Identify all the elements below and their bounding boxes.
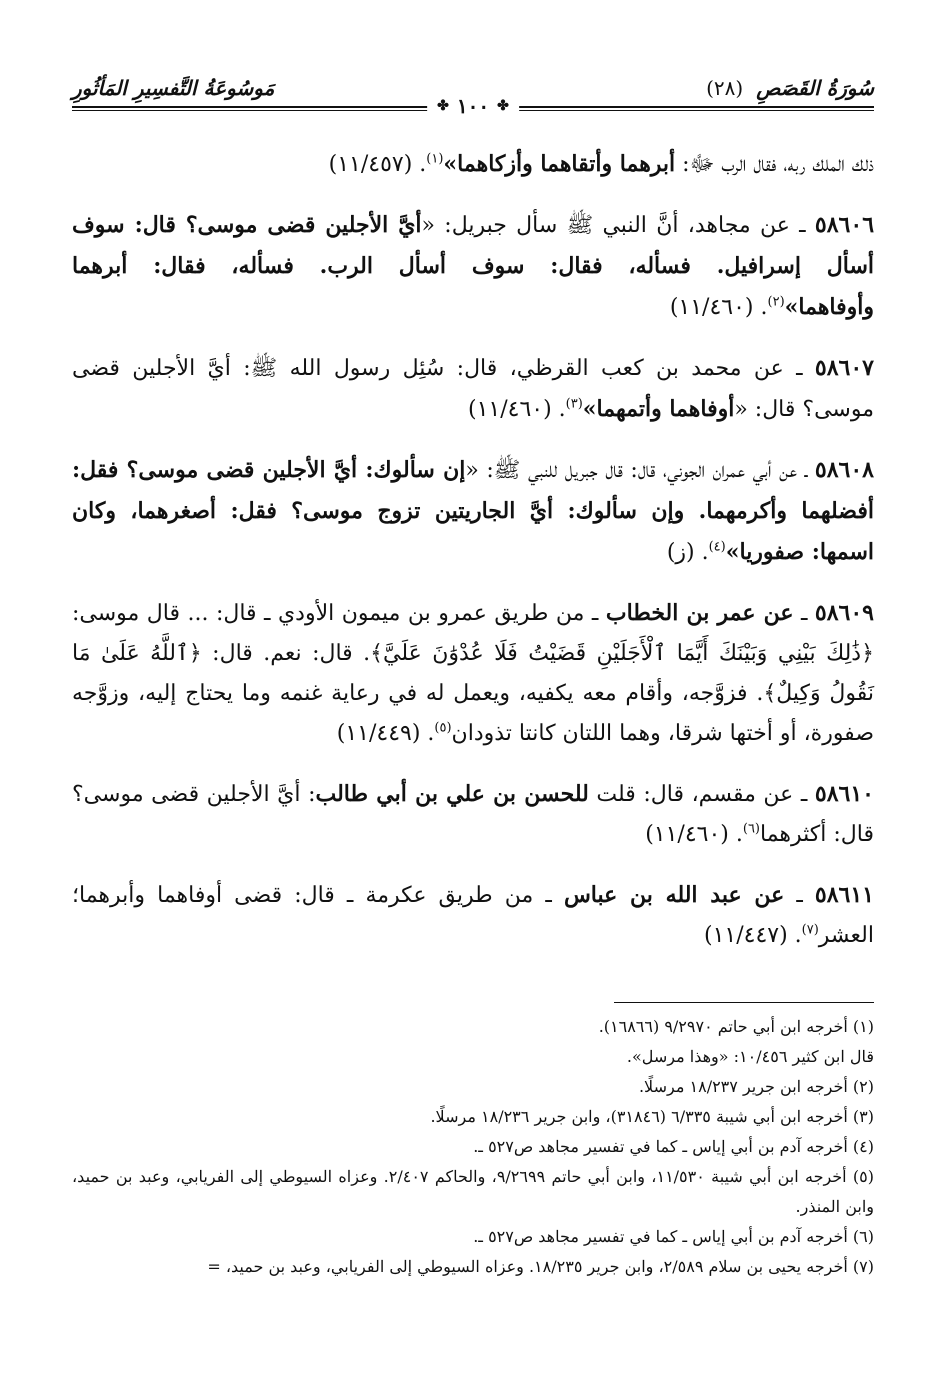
entry-number: ٥٨٦١١ [814,882,874,908]
volume-ref: . (١١/٤٤٩) [336,721,435,746]
volume-ref: . (١١/٤٥٧) [328,152,427,177]
footnote-marker: (٢) [767,294,785,310]
volume-ref: . (١١/٤٦٠) [669,295,768,320]
footnote-separator [614,1002,874,1003]
entry-quote: أبرهما وأتقاهما وأزكاهما» [443,151,676,177]
entry-text: ـ عن أبي عمران الجوني، قال: قال جبريل للنبي ﷺ: « [465,458,815,483]
entry-58608 [72,450,874,573]
entry-text: ذلك الملك ربه، فقال الرب ﷻ: [675,152,874,177]
entry-58610 [72,774,874,855]
entry-number: ٥٨٦١٠ [814,781,874,807]
entry-continuation [72,144,874,185]
footnote-5: (٥) أخرجه ابن أبي شيبة ١١/٥٣٠، وابن أبي حاتم ٩/٢٦٩٩، والحاكم ٢/٤٠٧. وعزاه السيوطي إلى الفريابي، وعبد بن حميد، وابن المنذر. [72,1167,875,1216]
entry-58606 [72,205,874,328]
page-number-value: ١٠٠ [456,94,490,118]
footnote-marker: (٣) [565,396,583,412]
entry-58607 [72,348,874,430]
entry-quote: أيَّ الأجلين قضى موسى؟ قال: سوف أسأل إسرافيل. فسأله، فقال: سوف أسأل الرب. فسأله، فقال: أبرهما وأوفاهما» [72,212,874,320]
main-text [72,144,874,976]
footnote-3: (٣) أخرجه ابن أبي شيبة ٦/٣٣٥ (٣١٨٤٦)، وابن جرير ١٨/٢٣٦ مرسلًا. [430,1107,874,1126]
footnote-4: (٤) أخرجه آدم بن أبي إياس ـ كما في تفسير مجاهد ص٥٢٧ ـ. [473,1137,874,1156]
footnote-6: (٦) أخرجه آدم بن أبي إياس ـ كما في تفسير مجاهد ص٥٢٧ ـ. [473,1227,874,1246]
volume-ref: . (١١/٤٦٠) [645,822,743,847]
footnote-marker: (٥) [434,720,452,736]
entry-58609: ٥٨٦٠٩ ـ عن عمر بن الخطاب ـ من طريق عمرو بن ميمون الأودي ـ قال: ... قال موسى: ﴿ذَٰلِكَ بَيْنِي وَبَيْنَكَ أَيَّمَا ٱلْأَجَلَيْنِ قَضَيْتُ فَلَا عُدْوَٰنَ عَلَيَّ﴾. قال: نعم. قال: ﴿ٱللَّهُ عَلَىٰ مَا نَقُولُ وَكِيلٌ﴾. فزوَّجه، وأقام معه يكفيه، ويعمل له في رعاية غنمه وما يحتاج إليه، وزوَّجه صفورة، أو أختها شرقا، وهما اللتان كانتا تذودان$^{(٥)}$. (١١/٤٤٩) [72,600,874,746]
entry-source: عن عمر بن الخطاب [605,600,794,626]
footnote-1-comment: قال ابن كثير ١٠/٤٥٦: «وهذا مرسل». [626,1047,874,1066]
entry-text: ـ من طريق عمرو بن ميمون الأودي ـ قال: ... قال موسى: ﴿ذَٰلِكَ بَيْنِي وَبَيْنَكَ أَيَّمَا ٱلْأَجَلَيْنِ قَضَيْتُ فَلَا عُدْوَٰنَ عَلَيَّ﴾. قال: نعم. قال: ﴿ٱللَّهُ عَلَىٰ مَا نَقُولُ وَكِيلٌ﴾. فزوَّجه، وأقام معه يكفيه، ويعمل له في رعاية غنمه وما يحتاج إليه، وزوَّجه صفورة، أو أختها شرقا، وهما اللتان كانتا تذودان [72,601,874,746]
entry-text: ـ من طريق عكرمة ـ قال: قضى أوفاهما وأبرهما؛ العشر [72,883,874,948]
ornament-right-icon: ✤ [497,98,509,114]
entry-number: ٥٨٦٠٦ [814,212,875,238]
footnote-marker: (٦) [742,821,760,837]
entry-quote: أوفاهما وأتمهما» [582,396,735,422]
entry-text: ـ عن مجاهد، أنَّ النبي ﷺ سأل جبريل: « [421,213,815,238]
ornament-left-icon: ✤ [437,98,449,114]
footnote-marker: (٤) [708,539,726,555]
surah-number: (٢٨) [706,76,744,100]
entry-number: ٥٨٦٠٨ [814,457,874,483]
entry-58611: ٥٨٦١١ ـ عن عبد الله بن عباس ـ من طريق عكرمة ـ قال: قضى أوفاهما وأبرهما؛ العشر$^{(٧)}$. (١١/٤٤٧) [72,882,874,948]
page-number [427,94,519,118]
volume-ref: . (١١/٤٤٧) [703,923,802,948]
surah-name: سُورَةُ القَصَصِ [756,76,874,100]
entry-quote: إن سألوك: أيَّ الأجلين قضى موسى؟ فقل: أفضلهما وأكرمهما. وإن سألوك: أيَّ الجاريتين تزوج موسى؟ فقل: أصغرهما، وكان اسمها: صفوريا» [72,457,874,565]
entry-source: للحسن بن علي بن أبي طالب [315,781,589,807]
entry-number: ٥٨٦٠٧ [814,355,874,381]
entry-number: ٥٨٦٠٩ [814,600,874,626]
entry-text: : أيَّ الأجلين قضى موسى؟ قال: أكثرهما [72,782,874,847]
entry-text-lead: ـ عن مقسم، قال: قلت [588,782,815,807]
volume-ref: . (١١/٤٦٠) [467,397,566,422]
surah-title [706,76,874,100]
footnote-marker: (١) [426,151,444,167]
footnote-1: (١) أخرجه ابن أبي حاتم ٩/٢٩٧٠ (١٦٨٦٦). [598,1017,874,1036]
footnote-2: (٢) أخرجه ابن جرير ١٨/٢٣٧ مرسلًا. [638,1077,874,1096]
volume-ref: . (ز) [666,540,709,565]
entry-source: عن عبد الله بن عباس [563,882,785,908]
footnote-7: (٧) أخرجه يحيى بن سلام ٢/٥٨٩، وابن جرير ١٨/٢٣٥. وعزاه السيوطي إلى الفريابي، وعبد بن حميد، = [207,1257,874,1276]
book-page [72,0,874,1380]
footnote-marker: (٧) [801,922,819,938]
book-title: مَوسُوعَةُ التَّفسِيرِ المَأثُورِ [72,76,275,100]
footnotes [72,1012,874,1282]
entry-text: ـ عن محمد بن كعب القرظي، قال: سُئِل رسول الله ﷺ: أيَّ الأجلين قضى موسى؟ قال: « [72,356,874,422]
